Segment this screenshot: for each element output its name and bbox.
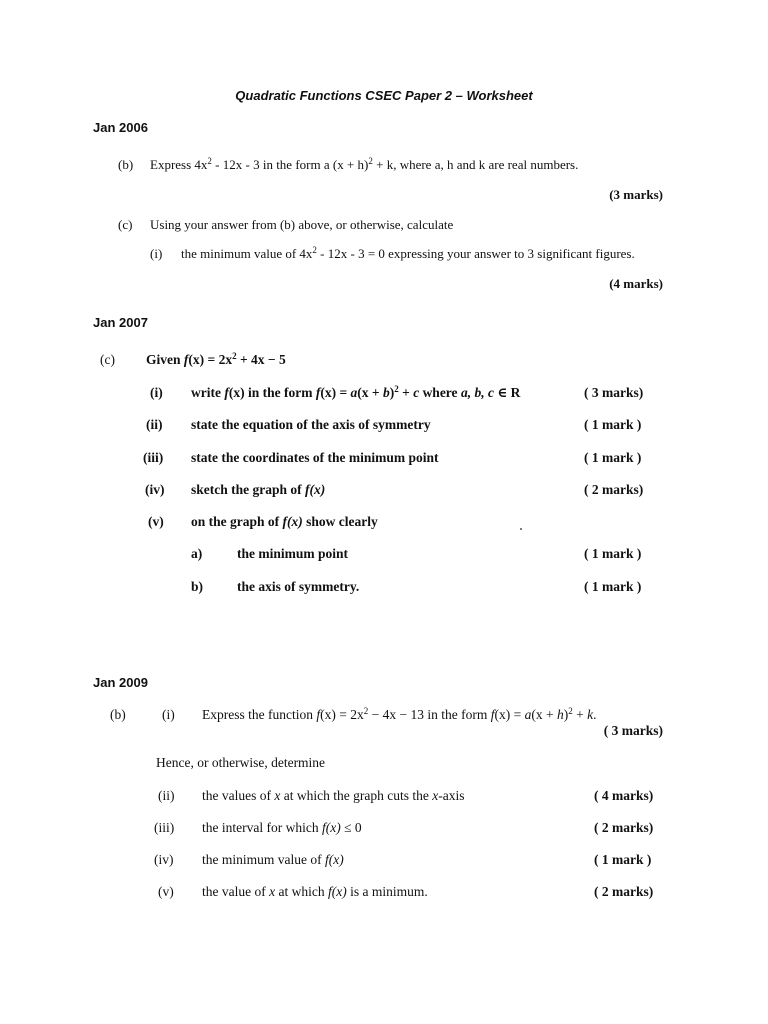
q2007-iv-marks: ( 2 marks) [584,482,644,497]
q2007-i-label: (i) [150,385,163,400]
q2007-iii-text: state the coordinates of the minimum point [191,450,439,465]
q2007-v-text: on the graph of f(x) show clearly [191,514,378,529]
q2006-ci-label: (i) [150,246,163,261]
section-heading-jan-2009: Jan 2009 [93,675,148,690]
q2009-iv-marks: ( 1 mark ) [594,852,652,867]
q2009-iii-marks: ( 2 marks) [594,820,654,835]
q2009-i-label: (i) [162,707,175,722]
q2007-iv-text: sketch the graph of f(x) [191,482,326,497]
q2009-hence: Hence, or otherwise, determine [156,755,326,770]
q2007-vb-label: b) [191,579,204,594]
q2006-c-text: Using your answer from (b) above, or otherwise, calculate [150,217,454,232]
q2009-b-label: (b) [110,707,126,722]
q2006-c-label: (c) [118,217,133,232]
q2009-iv-text: the minimum value of f(x) [202,852,344,867]
q2007-va-text: the minimum point [237,546,349,561]
q2007-vb-marks: ( 1 mark ) [584,579,642,594]
q2006-b-label: (b) [118,157,134,172]
q2007-c-label: (c) [100,352,115,367]
q2009-ii-marks: ( 4 marks) [594,788,654,803]
q2009-v-text: the value of x at which f(x) is a minimum. [202,884,428,899]
q2007-va-label: a) [191,546,203,561]
q2009-iv-label: (iv) [154,852,174,867]
q2009-iii-text: the interval for which f(x) ≤ 0 [202,820,362,835]
q2007-iii-marks: ( 1 mark ) [584,450,642,465]
q2007-iii-label: (iii) [143,450,164,465]
q2007-va-marks: ( 1 mark ) [584,546,642,561]
q2009-v-label: (v) [158,884,174,899]
q2006-ci-text: the minimum value of $4x^2 - 12x - 3 = 0$ expressing your answer to 3 significant figures. [181,245,635,261]
q2007-i-marks: ( 3 marks) [584,385,644,400]
q2009-iii-label: (iii) [154,820,175,835]
q2006-b-marks: (3 marks) [609,187,663,202]
q2007-ii-text: state the equation of the axis of symmetry [191,417,431,432]
q2007-v-label: (v) [148,514,164,529]
q2007-i-text: write f(x) in the form $f(x) = a(x + b)^2 + c$ where a, b, c ∈ R [191,384,521,400]
q2007-ii-label: (ii) [146,417,163,432]
q2007-given: Given $f(x) = 2x^2 + 4x - 5$ [146,351,286,367]
q2007-vb-text: the axis of symmetry. [237,579,360,594]
q2009-v-marks: ( 2 marks) [594,884,654,899]
q2006-b-text: Express $4x^2 - 12x - 3$ in the form a $(x + h)^2 + k$, where a, h and k are real numbers. [150,156,579,172]
q2007-ii-marks: ( 1 mark ) [584,417,642,432]
q2009-i-marks: ( 3 marks) [603,723,663,738]
scan-speck [520,528,522,530]
q2009-i-text: Express the function $f(x) = 2x^2 - 4x - 13$ in the form $f(x) = a(x + h)^2 + k$. [202,706,597,722]
worksheet-title: Quadratic Functions CSEC Paper 2 – Worksheet [235,88,533,103]
section-heading-jan-2006: Jan 2006 [93,120,148,135]
q2009-ii-text: the values of x at which the graph cuts the x-axis [202,788,465,803]
section-heading-jan-2007: Jan 2007 [93,315,148,330]
q2009-ii-label: (ii) [158,788,175,803]
q2007-iv-label: (iv) [145,482,165,497]
q2006-c-marks: (4 marks) [609,276,663,291]
